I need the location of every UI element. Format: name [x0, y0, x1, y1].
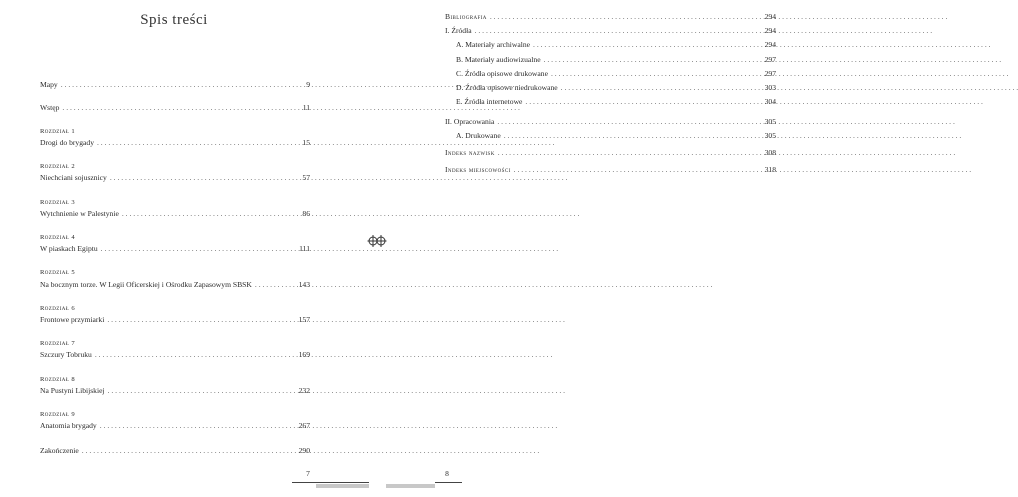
toc-studies-a[interactable] — [456, 131, 776, 141]
chapter-prefix: Rozdział — [40, 376, 70, 383]
chapter-number: 5 — [71, 269, 76, 276]
dot-leader — [475, 26, 762, 36]
dot-leader — [525, 97, 761, 107]
chapter-label — [40, 410, 75, 419]
toc-entry-label: I. Źródła — [445, 26, 472, 35]
toc-entry-label: E. Źródła internetowe — [456, 97, 523, 106]
chapter-page: 57 — [302, 173, 310, 182]
chapter-number: 4 — [71, 234, 76, 241]
chapter-page: 267 — [298, 421, 310, 430]
chapter-number: 3 — [71, 199, 76, 206]
chapter-title: Na bocznym torze. W Legii Oficerskiej i Ośrodku Zapasowym SBSK — [40, 280, 252, 289]
chapter-number: 1 — [71, 128, 76, 135]
chapter-page: 169 — [298, 350, 310, 359]
toc-studies[interactable] — [445, 117, 776, 127]
chapter-number: 2 — [71, 163, 76, 170]
toc-entry-page: 294 — [764, 40, 776, 49]
page-title: Spis treści — [140, 12, 208, 28]
chapter-title: Wytchnienie w Palestynie — [40, 209, 119, 218]
chapter-page: 86 — [302, 209, 310, 218]
toc-entry-label: Indeks miejscowości — [445, 165, 511, 174]
dot-leader — [101, 244, 297, 254]
toc-chapter-8[interactable] — [40, 386, 310, 396]
dot-leader — [97, 138, 299, 148]
dot-leader — [561, 83, 762, 93]
toc-chapter-5[interactable] — [40, 280, 310, 290]
chapter-prefix: Rozdział — [40, 305, 70, 312]
chapter-title: Drogi do brygady — [40, 138, 94, 147]
chapter-number: 8 — [71, 376, 76, 383]
left-page — [0, 0, 384, 497]
dot-leader — [551, 69, 762, 79]
chapter-title: Szczury Tobruku — [40, 350, 92, 359]
dot-leader — [514, 165, 762, 175]
toc-entry-page: 294 — [764, 26, 776, 35]
toc-entry-label: B. Materiały audiowizualne — [456, 55, 541, 64]
chapter-number: 9 — [71, 411, 76, 418]
dot-leader — [533, 40, 762, 50]
toc-entry-label: Wstęp — [40, 103, 60, 112]
toc-entry-page: 318 — [764, 165, 776, 174]
chapter-label — [40, 339, 75, 348]
toc-entry-label: Indeks nazwisk — [445, 148, 495, 157]
scrollbar-track-right[interactable] — [386, 484, 435, 488]
dot-leader — [107, 315, 295, 325]
chapter-number: 6 — [71, 305, 76, 312]
chapter-prefix: Rozdział — [40, 163, 70, 170]
chapter-page: 111 — [299, 244, 310, 253]
toc-sources-d[interactable] — [456, 83, 776, 93]
chapter-title: Niechciani sojusznicy — [40, 173, 107, 182]
toc-sources-a[interactable] — [456, 40, 776, 50]
toc-entry-label: Zakończenie — [40, 446, 79, 455]
chapter-label — [40, 304, 75, 313]
dot-leader — [110, 173, 300, 183]
page-rule-right — [435, 482, 462, 483]
chapter-page: 232 — [298, 386, 310, 395]
chapter-page: 15 — [302, 138, 310, 147]
chapter-label — [40, 375, 75, 384]
dot-leader — [504, 131, 762, 141]
chapter-title: W piaskach Egiptu — [40, 244, 98, 253]
toc-entry-page: 305 — [764, 131, 776, 140]
toc-entry-page: 308 — [764, 148, 776, 157]
chapter-title: Anatomia brygady — [40, 421, 97, 430]
dot-leader — [490, 12, 762, 22]
toc-entry-maps[interactable] — [40, 80, 310, 90]
toc-entry-label: II. Opracowania — [445, 117, 495, 126]
toc-entry-intro[interactable] — [40, 103, 310, 113]
chapter-label — [40, 127, 75, 136]
toc-index-places[interactable] — [445, 165, 776, 175]
chapter-page: 157 — [298, 315, 310, 324]
chapter-prefix: Rozdział — [40, 411, 70, 418]
toc-entry-page: 304 — [764, 97, 776, 106]
scrollbar-track-left[interactable] — [316, 484, 369, 488]
right-page — [384, 0, 776, 497]
toc-sources-b[interactable] — [456, 55, 776, 65]
chapter-title: Na Pustyni Libijskiej — [40, 386, 105, 395]
chapter-label — [40, 198, 75, 207]
page-number-left: 7 — [306, 469, 310, 478]
dot-leader — [498, 148, 762, 158]
toc-entry-page: 11 — [302, 103, 310, 112]
page-number-right: 8 — [445, 469, 449, 478]
dot-leader — [255, 280, 296, 290]
page-rule-left — [292, 482, 369, 483]
toc-entry-conclusion[interactable] — [40, 446, 310, 456]
toc-chapter-1[interactable] — [40, 138, 310, 148]
dot-leader — [497, 117, 761, 127]
toc-index-names[interactable] — [445, 148, 776, 158]
toc-entry-label: Bibliografia — [445, 12, 487, 21]
toc-sources-e[interactable] — [456, 97, 776, 107]
chapter-title: Frontowe przymiarki — [40, 315, 105, 324]
toc-entry-label: C. Źródła opisowe drukowane — [456, 69, 548, 78]
crosshair-registration-icon[interactable] — [367, 234, 387, 248]
toc-chapter-2[interactable] — [40, 173, 310, 183]
toc-entry-page: 305 — [764, 117, 776, 126]
dot-leader — [82, 446, 296, 456]
toc-entry-page: 9 — [306, 80, 310, 89]
toc-entry-label: Mapy — [40, 80, 58, 89]
dot-leader — [62, 103, 299, 113]
chapter-prefix: Rozdział — [40, 128, 70, 135]
toc-sources-c[interactable] — [456, 69, 776, 79]
chapter-prefix: Rozdział — [40, 340, 70, 347]
toc-entry-label: A. Materiały archiwalne — [456, 40, 531, 49]
toc-chapter-4[interactable] — [40, 244, 310, 254]
chapter-label — [40, 268, 75, 277]
chapter-page: 143 — [298, 280, 310, 289]
chapter-label — [40, 162, 75, 171]
toc-bibliography[interactable] — [445, 12, 776, 22]
toc-entry-page: 294 — [764, 12, 776, 21]
dot-leader — [95, 350, 296, 360]
dot-leader — [544, 55, 762, 65]
chapter-label — [40, 233, 75, 242]
toc-chapter-9[interactable] — [40, 421, 310, 431]
toc-entry-page: 297 — [764, 55, 776, 64]
chapter-prefix: Rozdział — [40, 234, 70, 241]
dot-leader — [100, 421, 296, 431]
toc-entry-page: 290 — [298, 446, 310, 455]
toc-entry-label: D. Źródła opisowe niedrukowane — [456, 83, 558, 92]
chapter-number: 7 — [71, 340, 76, 347]
toc-entry-page: 303 — [764, 83, 776, 92]
toc-sources[interactable] — [445, 26, 776, 36]
chapter-prefix: Rozdział — [40, 199, 70, 206]
dot-leader — [122, 209, 300, 219]
dot-leader — [61, 80, 303, 90]
toc-chapter-3[interactable] — [40, 209, 310, 219]
toc-chapter-7[interactable] — [40, 350, 310, 360]
toc-chapter-6[interactable] — [40, 315, 310, 325]
toc-entry-page: 297 — [764, 69, 776, 78]
chapter-prefix: Rozdział — [40, 269, 70, 276]
toc-entry-label: A. Drukowane — [456, 131, 501, 140]
dot-leader — [108, 386, 296, 396]
